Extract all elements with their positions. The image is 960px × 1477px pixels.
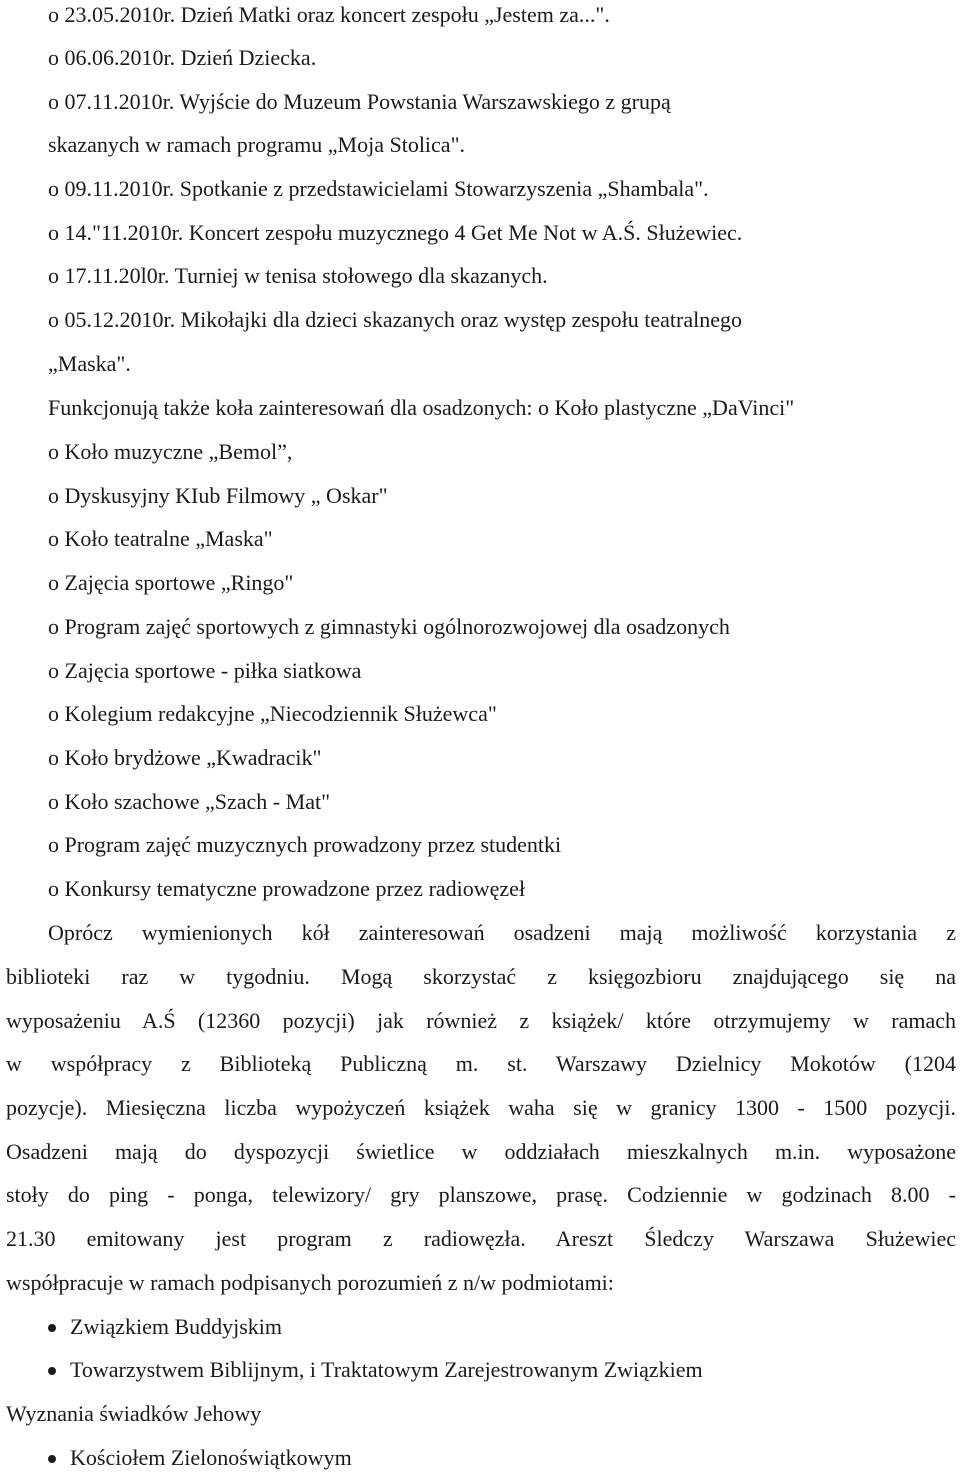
paragraph-line: współpracuje w ramach podpisanych porozumień z n/w podmiotami: xyxy=(6,1270,614,1295)
partner-item: Kościołem Zielonoświątkowym xyxy=(70,1445,352,1470)
club-item: o Koło brydżowe „Kwadracik" xyxy=(48,745,322,770)
club-item: o Program zajęć sportowych z gimnastyki ogólnorozwojowej dla osadzonych xyxy=(48,614,730,639)
bullet-icon xyxy=(48,1367,56,1375)
bullet-icon xyxy=(48,1455,56,1463)
clubs-intro: Funkcjonują także koła zainteresowań dla osadzonych: o Koło plastyczne „DaVinci" xyxy=(48,395,795,420)
paragraph-line: stoły do ping - ponga, telewizory/ gry planszowe, prasę. Codziennie w godzinach 8.00 - xyxy=(6,1182,956,1207)
paragraph-line: Oprócz wymienionych kół zainteresowań osadzeni mają możliwość korzystania z xyxy=(48,920,956,945)
club-item: o Zajęcia sportowe „Ringo" xyxy=(48,570,294,595)
event-line: o 23.05.2010r. Dzień Matki oraz koncert zespołu „Jestem za...". xyxy=(48,2,610,27)
event-line: o 07.11.2010r. Wyjście do Muzeum Powstania Warszawskiego z grupą xyxy=(48,89,671,114)
partner-item-continuation: Wyznania świadków Jehowy xyxy=(6,1401,262,1426)
club-item: o Zajęcia sportowe - piłka siatkowa xyxy=(48,658,362,683)
club-item: o Dyskusyjny KIub Filmowy „ Oskar" xyxy=(48,483,388,508)
paragraph-line: w współpracy z Biblioteką Publiczną m. st. Warszawy Dzielnicy Mokotów (1204 xyxy=(6,1051,956,1076)
event-line: skazanych w ramach programu „Moja Stolica". xyxy=(48,132,466,157)
club-item: o Kolegium redakcyjne „Niecodziennik Służewca" xyxy=(48,701,497,726)
event-line: o 14."11.2010r. Koncert zespołu muzycznego 4 Get Me Not w A.Ś. Służewiec. xyxy=(48,220,743,245)
bullet-icon xyxy=(48,1324,56,1332)
paragraph-line: Osadzeni mają do dyspozycji świetlice w oddziałach mieszkalnych m.in. wyposażone xyxy=(6,1139,956,1164)
partner-item: Związkiem Buddyjskim xyxy=(70,1314,283,1339)
paragraph-line: biblioteki raz w tygodniu. Mogą skorzystać z księgozbioru znajdującego się na xyxy=(6,964,956,989)
event-line: o 05.12.2010r. Mikołajki dla dzieci skazanych oraz występ zespołu teatralnego xyxy=(48,307,743,332)
paragraph-line: wyposażeniu A.Ś (12360 pozycji) jak również z książek/ które otrzymujemy w ramach xyxy=(6,1008,956,1033)
partner-item: Towarzystwem Biblijnym, i Traktatowym Zarejestrowanym Związkiem xyxy=(70,1357,703,1382)
club-item: o Koło szachowe „Szach - Mat" xyxy=(48,789,331,814)
paragraph-line: pozycje). Miesięczna liczba wypożyczeń książek waha się w granicy 1300 - 1500 pozycji. xyxy=(6,1095,956,1120)
paragraph-line: 21.30 emitowany jest program z radiowęzła. Areszt Śledczy Warszawa Służewiec xyxy=(6,1226,956,1251)
club-item: o Koło muzyczne „Bemol”, xyxy=(48,439,293,464)
event-line: o 06.06.2010r. Dzień Dziecka. xyxy=(48,45,317,70)
club-item: o Koło teatralne „Maska" xyxy=(48,526,273,551)
event-line: o 17.11.20l0r. Turniej w tenisa stołowego dla skazanych. xyxy=(48,263,548,288)
club-item: o Program zajęć muzycznych prowadzony przez studentki xyxy=(48,832,562,857)
event-line: „Maska". xyxy=(48,351,131,376)
club-item: o Konkursy tematyczne prowadzone przez radiowęzeł xyxy=(48,876,526,901)
event-line: o 09.11.2010r. Spotkanie z przedstawicielami Stowarzyszenia „Shambala". xyxy=(48,176,709,201)
